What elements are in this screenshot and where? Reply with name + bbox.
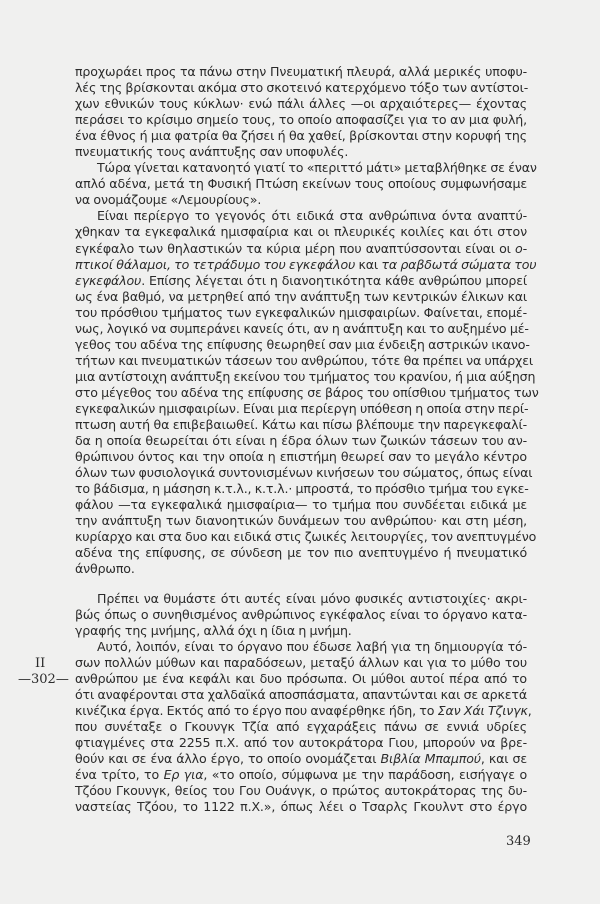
text-line: νως, λογικό να συμπεράνει κανείς ότι, αν η ανάπτυξη και το αυξημένο μέ- <box>75 320 529 336</box>
text-line: να ονομάζουμε «Λεμουρίους». <box>75 192 262 208</box>
italic-title: Βιβλία Μπαμπού <box>380 750 481 766</box>
paragraph-1 <box>75 64 527 160</box>
text-line: απλό αδένα, μετά τη Φυσική Πτώση εκείνων τους οποίους συμφωνήσαμε <box>75 176 527 192</box>
text-line: άνθρωπο. <box>75 561 135 577</box>
text-line: ένα έθνος ή μια φατρία θα ζήσει ή θα χαθεί, βρίσκονται στην κορυφή της <box>75 128 527 144</box>
italic-title: Ερ για <box>163 767 204 783</box>
text-line: τήτων και πνευματικών τάσεων του ανθρώπου, τότε θα πρέπει να υπάρχει <box>75 352 533 368</box>
text-line: εγκεφαλικών ημισφαιρίων. Είναι μια περίεργη υπόθεση η οποία στην περί- <box>75 400 529 416</box>
paragraph-4 <box>75 591 527 639</box>
text-line: χων εθνικών τους κύκλων· ενώ πάλι άλλες —οι αρχαιότερες— έχοντας <box>75 96 527 112</box>
text-line: όλων των φυσιολογικά συντονισμένων κινήσεων του σώματος, όπως είναι <box>75 465 533 481</box>
text-line: λές της βρίσκονται ακόμα στο σκοτεινό κατερχόμενο τόξο των αντίστοι- <box>75 80 529 96</box>
margin-page-reference: —302— <box>18 672 69 687</box>
text-line: ένα τρίτο, το Ερ για, «το οποίο, σύμφωνα με την παράδοση, εισήγαγε ο <box>75 767 528 783</box>
text-line: γραφής της μνήμης, αλλά όχι η ίδια η μνήμη. <box>75 622 352 638</box>
text-line: εγκεφάλου. Επίσης λέγεται ότι η διανοητικότητα κάθε ανθρώπου μπορεί <box>75 272 527 288</box>
page-body <box>75 64 539 815</box>
text-line: εγκέφαλο των θηλαστικών τα κύρια μέρη που αναπτύσσονται είναι οι ο- <box>75 240 527 256</box>
text-line: φάλου —τα εγκεφαλικά ημισφαίρια— το τμήμα που συνδέεται ειδικά με <box>75 497 527 513</box>
text-line: που συνέταξε ο Γκουνγκ Τζία από εγχαράξεις πάνω σε εννιά υδρίες <box>75 718 527 734</box>
text-line: Είναι περίεργο το γεγονός ότι ειδικά στα ανθρώπινα όντα αναπτύ- <box>97 208 527 224</box>
text-line: την ανάπτυξη των διανοητικών δυνάμεων του ανθρώπου· και στη μέση, <box>75 513 527 529</box>
text-line: Τζόου Γκουνγκ, θείος του Γου Ουάνγκ, ο πρώτος αυτοκράτορας της δυ- <box>75 783 527 799</box>
text-line: το βάδισμα, η μάσηση κ.τ.λ., κ.τ.λ.· μπροστά, το πρόσθιο τμήμα του εγκε- <box>75 481 529 497</box>
text-line: γεθος του αδένα της επίφυσης θεωρηθεί σαν μια ένδειξη αστρικών ικανο- <box>75 336 530 352</box>
text-line: βώς όπως ο συνηθισμένος ανθρώπινος εγκέφαλος είναι το όργανο κατα- <box>75 606 527 622</box>
text-line: Τώρα γίνεται κατανοητό γιατί το «περιττό μάτι» μεταβλήθηκε σε έναν <box>97 160 537 176</box>
text-line: χθηκαν τα εγκεφαλικά ημισφαίρια και οι πλευρικές κοιλίες και ότι στον <box>75 224 527 240</box>
text-line: ως ένα βαθμό, να μετρηθεί από την ανάπτυξη των κεντρικών έλικων και <box>75 288 527 304</box>
text-line: περάσει το κρίσιμο σημείο τους, το οποίο αποφασίζει για το αν μια φυλή, <box>75 112 527 128</box>
text-line: μια αντίστοιχη ανάπτυξη εκείνου του τμήματος του κρανίου, ή μια αύξηση <box>75 368 536 384</box>
text-line: σων πολλών μύθων και παραδόσεων, μεταξύ άλλων και για το μύθο του <box>75 654 527 670</box>
italic-title: πτικοί θάλαμοι, το τετράδυμο του εγκεφάλου <box>75 256 356 272</box>
italic-title: εγκεφάλου <box>75 272 142 288</box>
text-line: πτωση αυτή θα επιβεβαιωθεί. Κάτω και πίσω βλέπουμε την παρεγκεφαλί- <box>75 417 527 433</box>
text-line: του πρόσθιου τμήματος των εγκεφαλικών ημισφαιρίων. Φαίνεται, επομέ- <box>75 304 527 320</box>
text-line: κινέζικα έργα. Εκτός από το έργο που αναφέρθηκε ήδη, το Σαν Χάι Τζινγκ, <box>75 702 532 718</box>
text-line: ότι αναφέρονται στα χαλδαϊκά αποσπάσματα, απαντώνται και σε αρκετά <box>75 686 527 702</box>
text-line: Αυτό, λοιπόν, είναι το όργανο που έδωσε λαβή για τη δημιουργία τό- <box>97 638 527 654</box>
paragraph-2 <box>75 160 537 208</box>
text-line: κυρίαρχο και στα δυο και ειδικά στις ζωικές λειτουργίες, τον ανεπτυγμένο <box>75 529 537 545</box>
text-line: Πρέπει να θυμάστε ότι αυτές είναι μόνο φυσικές αντιστοιχίες· ακρι- <box>97 590 527 606</box>
text-line: δα η οποία θεωρείται ότι είναι η έδρα όλων των ζωικών τάσεων του αν- <box>75 433 527 449</box>
text-line: θούν και σε ένα άλλο έργο, το οποίο ονομάζεται Βιβλία Μπαμπού, και σε <box>75 750 527 766</box>
text-line: πνευματικής τους ανάπτυξης σαν υποφυλές. <box>75 144 349 160</box>
text-line: θρώπινου όντος και την οποία η επιστήμη θεωρεί σαν το μεγάλο κέντρο <box>75 449 527 465</box>
text-line: ανθρώπου με ένα κεφάλι και δυο πρόσωπα. Οι μύθοι αυτοί πέρα από το <box>75 670 527 686</box>
italic-title: ο- <box>515 240 527 256</box>
text-line: αδένα της επίφυσης, σε σύνδεση με τον πιο ανεπτυγμένο ή πνευματικό <box>75 545 527 561</box>
page-number: 349 <box>506 834 531 849</box>
text-line: προχωράει προς τα πάνω στην Πνευματική πλευρά, αλλά μερικές υποφυ- <box>75 64 527 79</box>
italic-title: Σαν Χάι Τζινγκ <box>437 702 528 718</box>
paragraph-3 <box>75 208 539 577</box>
text-line: ναστείας Τζόου, το 1122 π.Χ.», όπως λέει ο Τσαρλς Γκουλντ στο έργο <box>75 799 527 815</box>
text-line: φτιαγμένες στα 2255 π.Χ. από τον αυτοκράτορα Γιου, μπορούν να βρε- <box>75 734 527 750</box>
italic-title: τα ραβδωτά σώματα του <box>381 256 537 272</box>
paragraph-5 <box>75 638 532 816</box>
text-line: πτικοί θάλαμοι, το τετράδυμο του εγκεφάλου και τα ραβδωτά σώματα του <box>75 256 537 272</box>
text-line: στο μέγεθος του αδένα της επίφυσης σε βάρος του οπίσθιου τμήματος των <box>75 384 539 400</box>
margin-volume-reference: II <box>35 656 46 671</box>
